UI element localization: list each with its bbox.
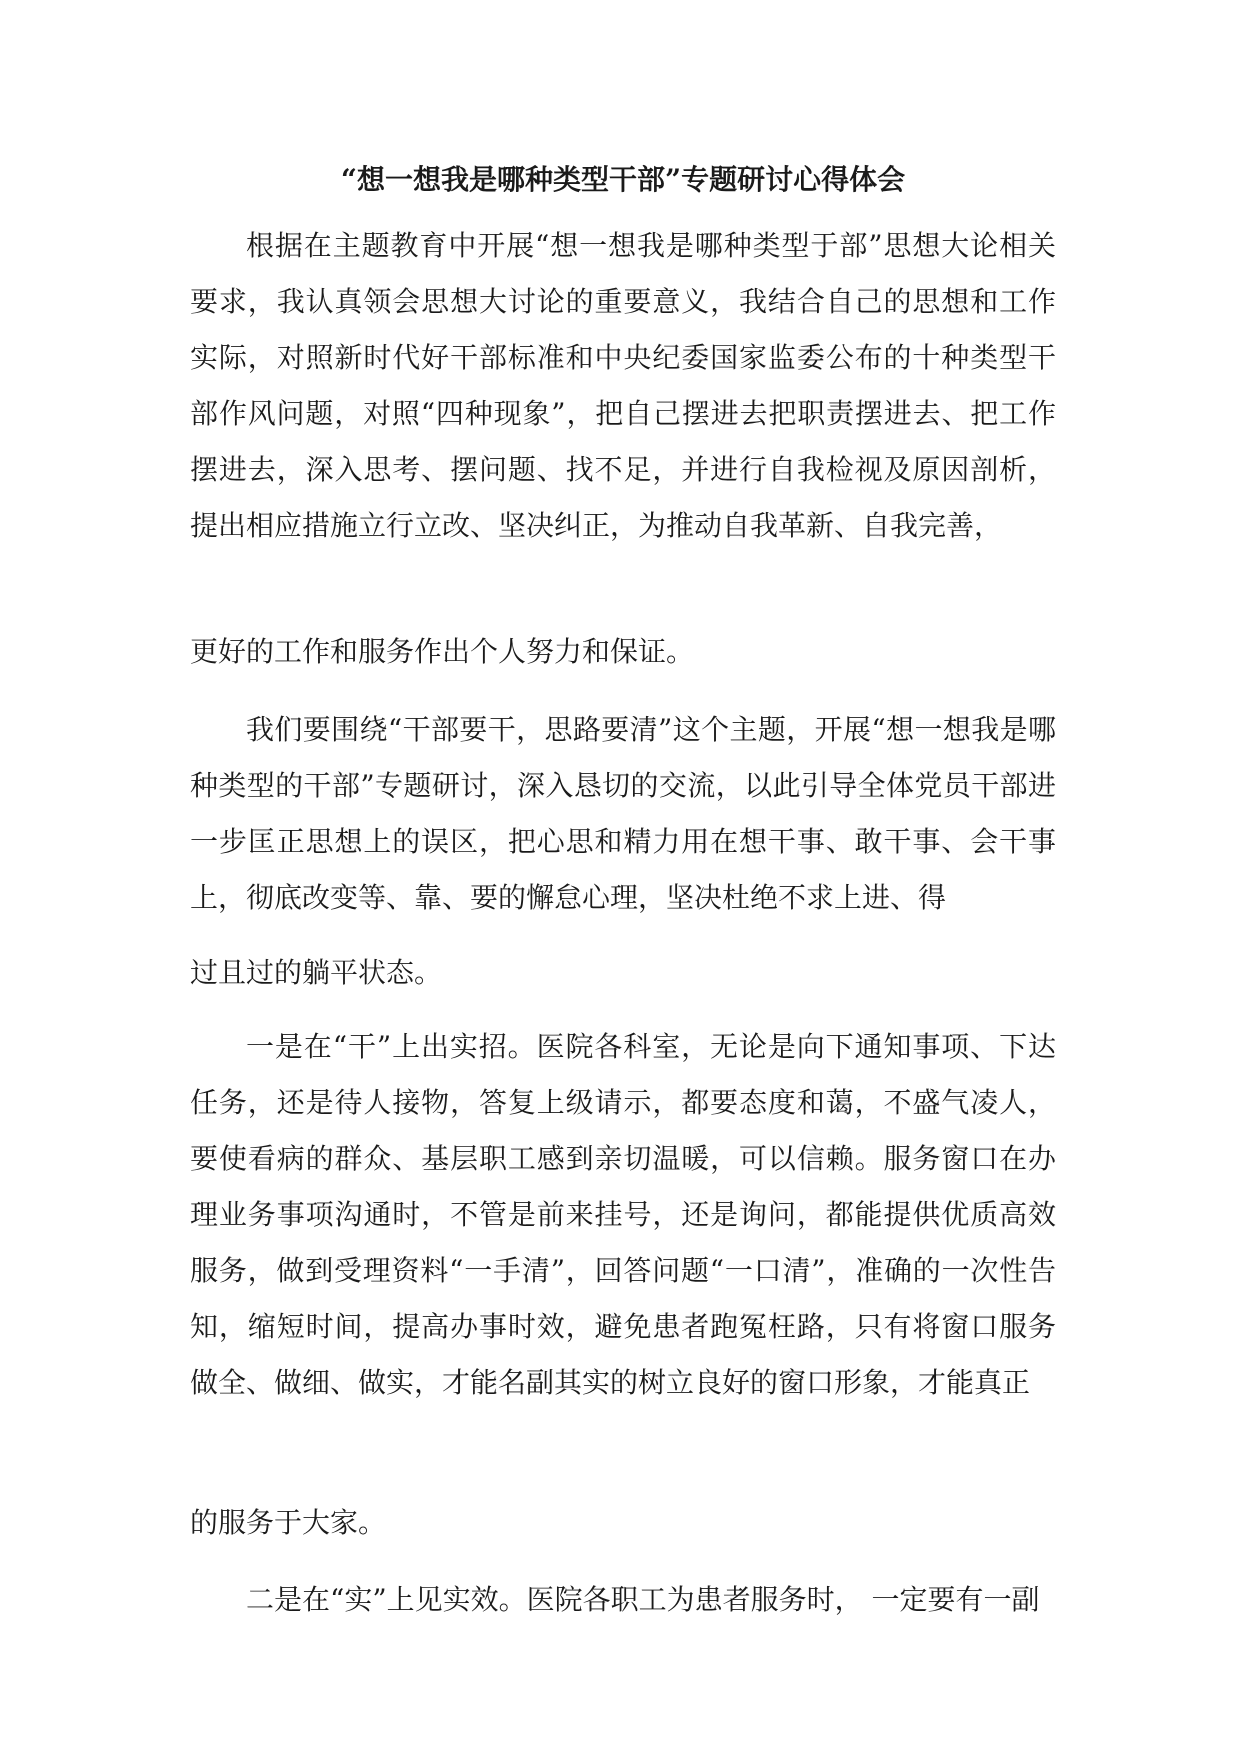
document-title: “想一想我是哪种类型干部”专题研讨心得体会 [340,163,906,196]
paragraph-intro: 根据在主题教育中开展“想一想我是哪种类型于部”思想大论相关要求，我认真领会思想大讨论的重要意义，我结合自己的思想和工作实际，对照新时代好干部标准和中央纪委国家监委公布的十种类型干部作风问题，对照“四种现象”，把自己摆进去把职责摆进去、把工作摆进去，深入思考、摆问题、找不足，并进行自我检视及原因剖析，提出相应措施立行立改、坚决纠正，为推动自我革新、自我完善， [190,229,1056,542]
paragraph-intro-continued: 更好的工作和服务作出个人努力和保证。 [190,635,695,668]
paragraph-point-one: 一是在“干”上出实招。医院各科室，无论是向下通知事项、下达任务，还是待人接物，答复上级请示，都要态度和蔼，不盛气凌人，要使看病的群众、基层职工感到亲切温暖，可以信赖。服务窗口在办理业务事项沟通时，不管是前来挂号，还是询问，都能提供优质高效服务，做到受理资料“一手清”，回答问题“一口清”，准确的一次性告 知，缩短时间，提高办事时效，避免患者跑冤枉路，只有将窗口服务 做全、做细、做实，才能名副其实的树立良好的窗口形象，才能真正 [190,1030,1056,1399]
paragraph-point-two: 二是在“实”上见实效。医院各职工为患者服务时， 一定要有一副 [246,1583,1040,1616]
paragraph-theme-continued: 过且过的躺平状态。 [190,956,443,989]
paragraph-point-one-continued: 的服务于大家。 [190,1506,387,1539]
paragraph-theme: 我们要围绕“干部要干，思路要清”这个主题，开展“想一想我是哪种类型的干部”专题研讨，深入恳切的交流，以此引导全体党员干部进一步匡正思想上的误区，把心思和精力用在想干事、敢干事、会干事上，彻底改变等、靠、要的懈怠心理，坚决杜绝不求上进、得 [190,713,1056,914]
